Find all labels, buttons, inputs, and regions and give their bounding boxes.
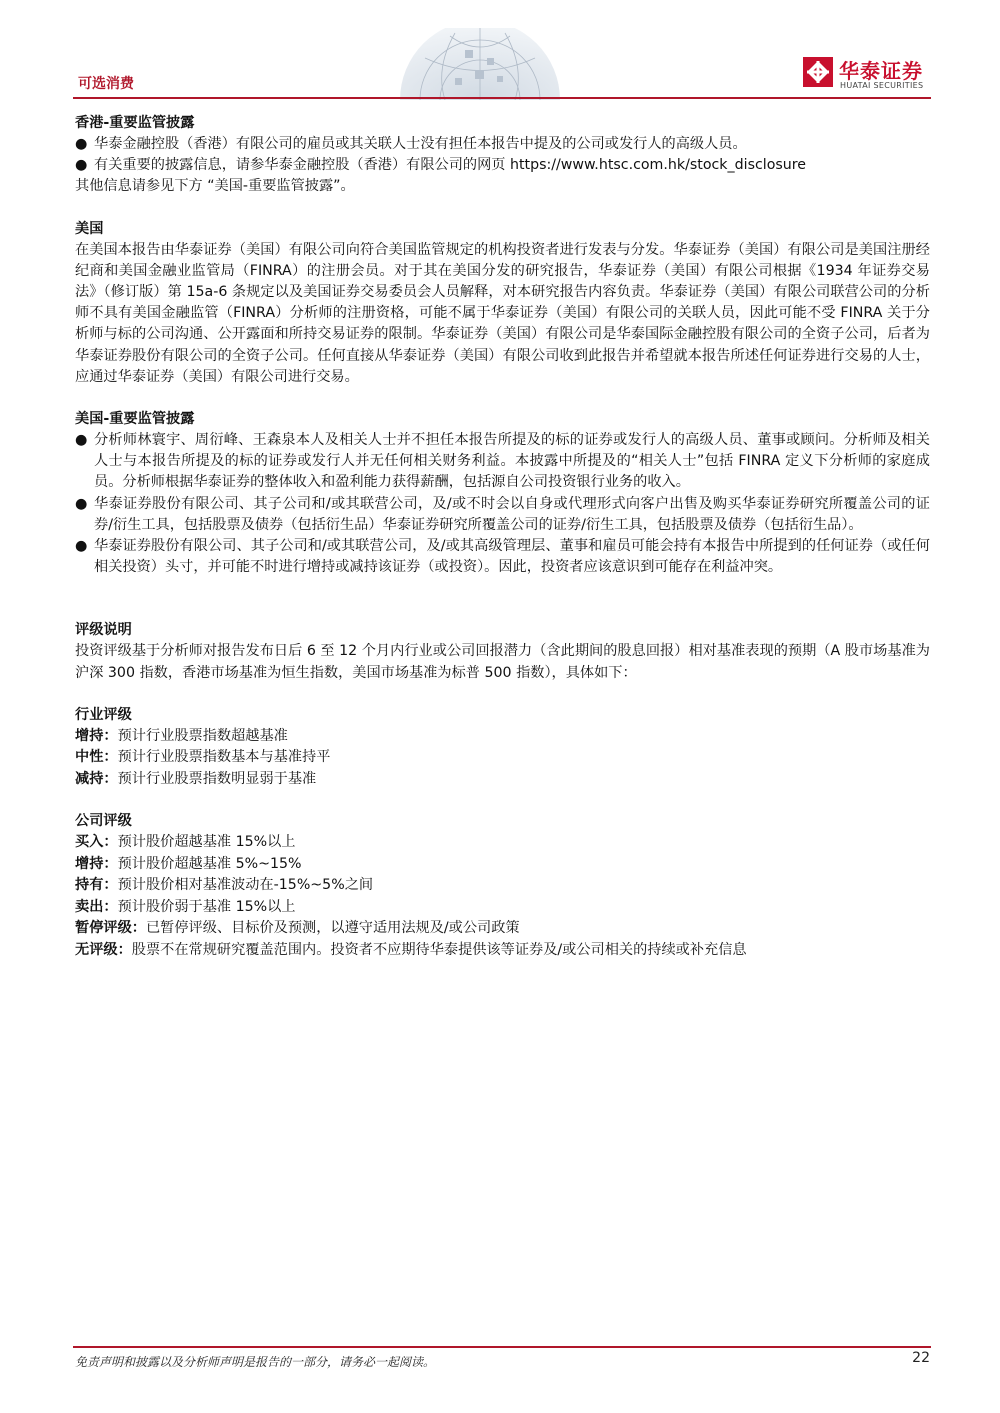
footer-divider [73, 1346, 931, 1348]
industry-rating-item [75, 747, 930, 769]
company-rating-title: 公司评级 [75, 813, 132, 830]
rating-key: 减持： [75, 770, 118, 787]
company-rating-item [75, 832, 930, 854]
footer-disclaimer: 免责声明和披露以及分析师声明是报告的一部分，请务必一起阅读。 [75, 1355, 436, 1369]
page-number: 22 [912, 1350, 930, 1366]
rating-key: 无评级： [75, 941, 132, 958]
globe-decoration-icon [395, 28, 565, 100]
industry-rating-title: 行业评级 [75, 706, 132, 723]
company-rating-item [75, 897, 930, 919]
bullet-text: 华泰金融控股（香港）有限公司的雇员或其关联人士没有担任本报告中提及的公司或发行人的高级人员。 [94, 136, 747, 152]
rating-key: 卖出： [75, 898, 118, 915]
bullet-dot-icon: ● [75, 538, 88, 555]
bullet-dot-icon: ● [75, 495, 88, 512]
header-divider [73, 97, 931, 99]
us-disclosure-bullet [75, 494, 930, 536]
rating-text: 预计股价超越基准 5%~15% [117, 855, 302, 872]
industry-rating-item [75, 726, 930, 748]
us-disclosure-bullet [75, 430, 930, 494]
us-title: 美国 [75, 220, 104, 237]
company-rating-item [75, 875, 930, 897]
rating-text: 股票不在常规研究覆盖范围内。投资者不应期待华泰提供该等证券及/或公司相关的持续或补充信息 [131, 941, 747, 958]
company-rating-item [75, 918, 930, 940]
industry-rating-item [75, 769, 930, 791]
rating-text: 预计股价超越基准 15%以上 [117, 834, 296, 851]
bullet-dot-icon: ● [75, 432, 88, 449]
rating-key: 增持： [75, 727, 118, 744]
company-rating-item [75, 854, 930, 876]
hk-disclosure-title: 香港-重要监管披露 [75, 115, 195, 131]
page-content [75, 113, 930, 961]
hk-bullet-item [75, 134, 930, 155]
us-disclosure-bullet [75, 536, 930, 578]
rating-key: 增持： [75, 855, 118, 872]
rating-key: 中性： [75, 749, 118, 766]
us-body: 在美国本报告由华泰证券（美国）有限公司向符合美国监管规定的机构投资者进行发表与分发。华泰证券（美国）有限公司是美国注册经纪商和美国金融业监管局（FINRA）的注册会员。对于其在美国分发的研究报告，华泰证券（美国）有限公司根据《1934 年证券交易法》（修订版）第 15a-6 条规定以及美国证券交易委员会人员解释，对本研究报告内容负责。华泰证券（美国）有限公司联营公司的分析师不具有美国金融监管（FINRA）分析师的注册资格，可能不属于华泰证券（美国）有限公司的关联人员，因此可能不受 FINRA 关于分析师与标的公司沟通、公开露面和所持交易证券的限制。华泰证券（美国）有限公司是华泰国际金融控股有限公司的全资子公司，后者为华泰证券股份有限公司的全资子公司。任何直接从华泰证券（美国）有限公司收到此报告并希望就本报告所述任何证券进行交易的人士，应通过华泰证券（美国）有限公司进行交易。 [75, 241, 930, 385]
rating-text: 预计行业股票指数明显弱于基准 [117, 770, 317, 787]
bullet-dot-icon: ● [75, 157, 88, 174]
huatai-logo [803, 55, 933, 93]
rating-title: 评级说明 [75, 622, 132, 639]
page-header [0, 0, 1000, 100]
rating-text: 预计行业股票指数基本与基准持平 [117, 749, 331, 766]
bullet-text: 华泰证券股份有限公司、其子公司和/或其联营公司，及/或其高级管理层、董事和雇员可能会持有本报告中所提到的任何证券（或任何相关投资）头寸，并可能不时进行增持或减持该证券（或投资）。因此，投资者应该意识到可能存在利益冲突。 [94, 538, 930, 576]
hk-note: 其他信息请参见下方 “美国-重要监管披露”。 [75, 178, 355, 195]
section-tag: 可选消费 [78, 76, 134, 92]
rating-text: 预计股价相对基准波动在-15%~5%之间 [117, 877, 374, 894]
rating-key: 暂停评级： [75, 920, 146, 937]
huatai-logo-mark-icon [803, 57, 833, 87]
rating-text: 预计行业股票指数超越基准 [117, 727, 288, 744]
bullet-text: 华泰证券股份有限公司、其子公司和/或其联营公司，及/或不时会以自身或代理形式向客户出售及购买华泰证券研究所覆盖公司的证券/衍生工具，包括股票及债券（包括衍生品）华泰证券研究所覆盖公司的证券/衍生工具，包括股票及债券（包括衍生品）。 [94, 495, 930, 533]
company-rating-item [75, 940, 930, 962]
rating-text: 预计股价弱于基准 15%以上 [117, 898, 296, 915]
logo-english-name: HUATAI SECURITIES [840, 81, 924, 90]
rating-text: 已暂停评级、目标价及预测，以遵守适用法规及/或公司政策 [145, 920, 520, 937]
logo-chinese-name: 华泰证券 [839, 59, 923, 83]
hk-bullet-item [75, 155, 930, 176]
bullet-text: 分析师林寰宇、周衍峰、王森泉本人及相关人士并不担任本报告所提及的标的证券或发行人的高级人员、董事或顾问。分析师及相关人士与本报告所提及的标的证券或发行人并无任何相关财务利益。本披露中所提及的“相关人士”包括 FINRA 定义下分析师的家庭成员。分析师根据华泰证券的整体收入和盈利能力获得薪酬，包括源自公司投资银行业务的收入。 [94, 432, 930, 491]
rating-key: 持有： [75, 877, 118, 894]
us-disclosure-title: 美国-重要监管披露 [75, 411, 195, 428]
rating-body: 投资评级基于分析师对报告发布日后 6 至 12 个月内行业或公司回报潜力（含此期间的股息回报）相对基准表现的预期（A 股市场基准为沪深 300 指数，香港市场基准为恒生指数，美国市场基准为标普 500 指数），具体如下： [75, 643, 930, 681]
bullet-dot-icon: ● [75, 136, 88, 152]
bullet-text: 有关重要的披露信息，请参华泰金融控股（香港）有限公司的网页 https://www.htsc.com.hk/stock_disclosure [94, 157, 807, 174]
rating-key: 买入： [75, 834, 118, 851]
